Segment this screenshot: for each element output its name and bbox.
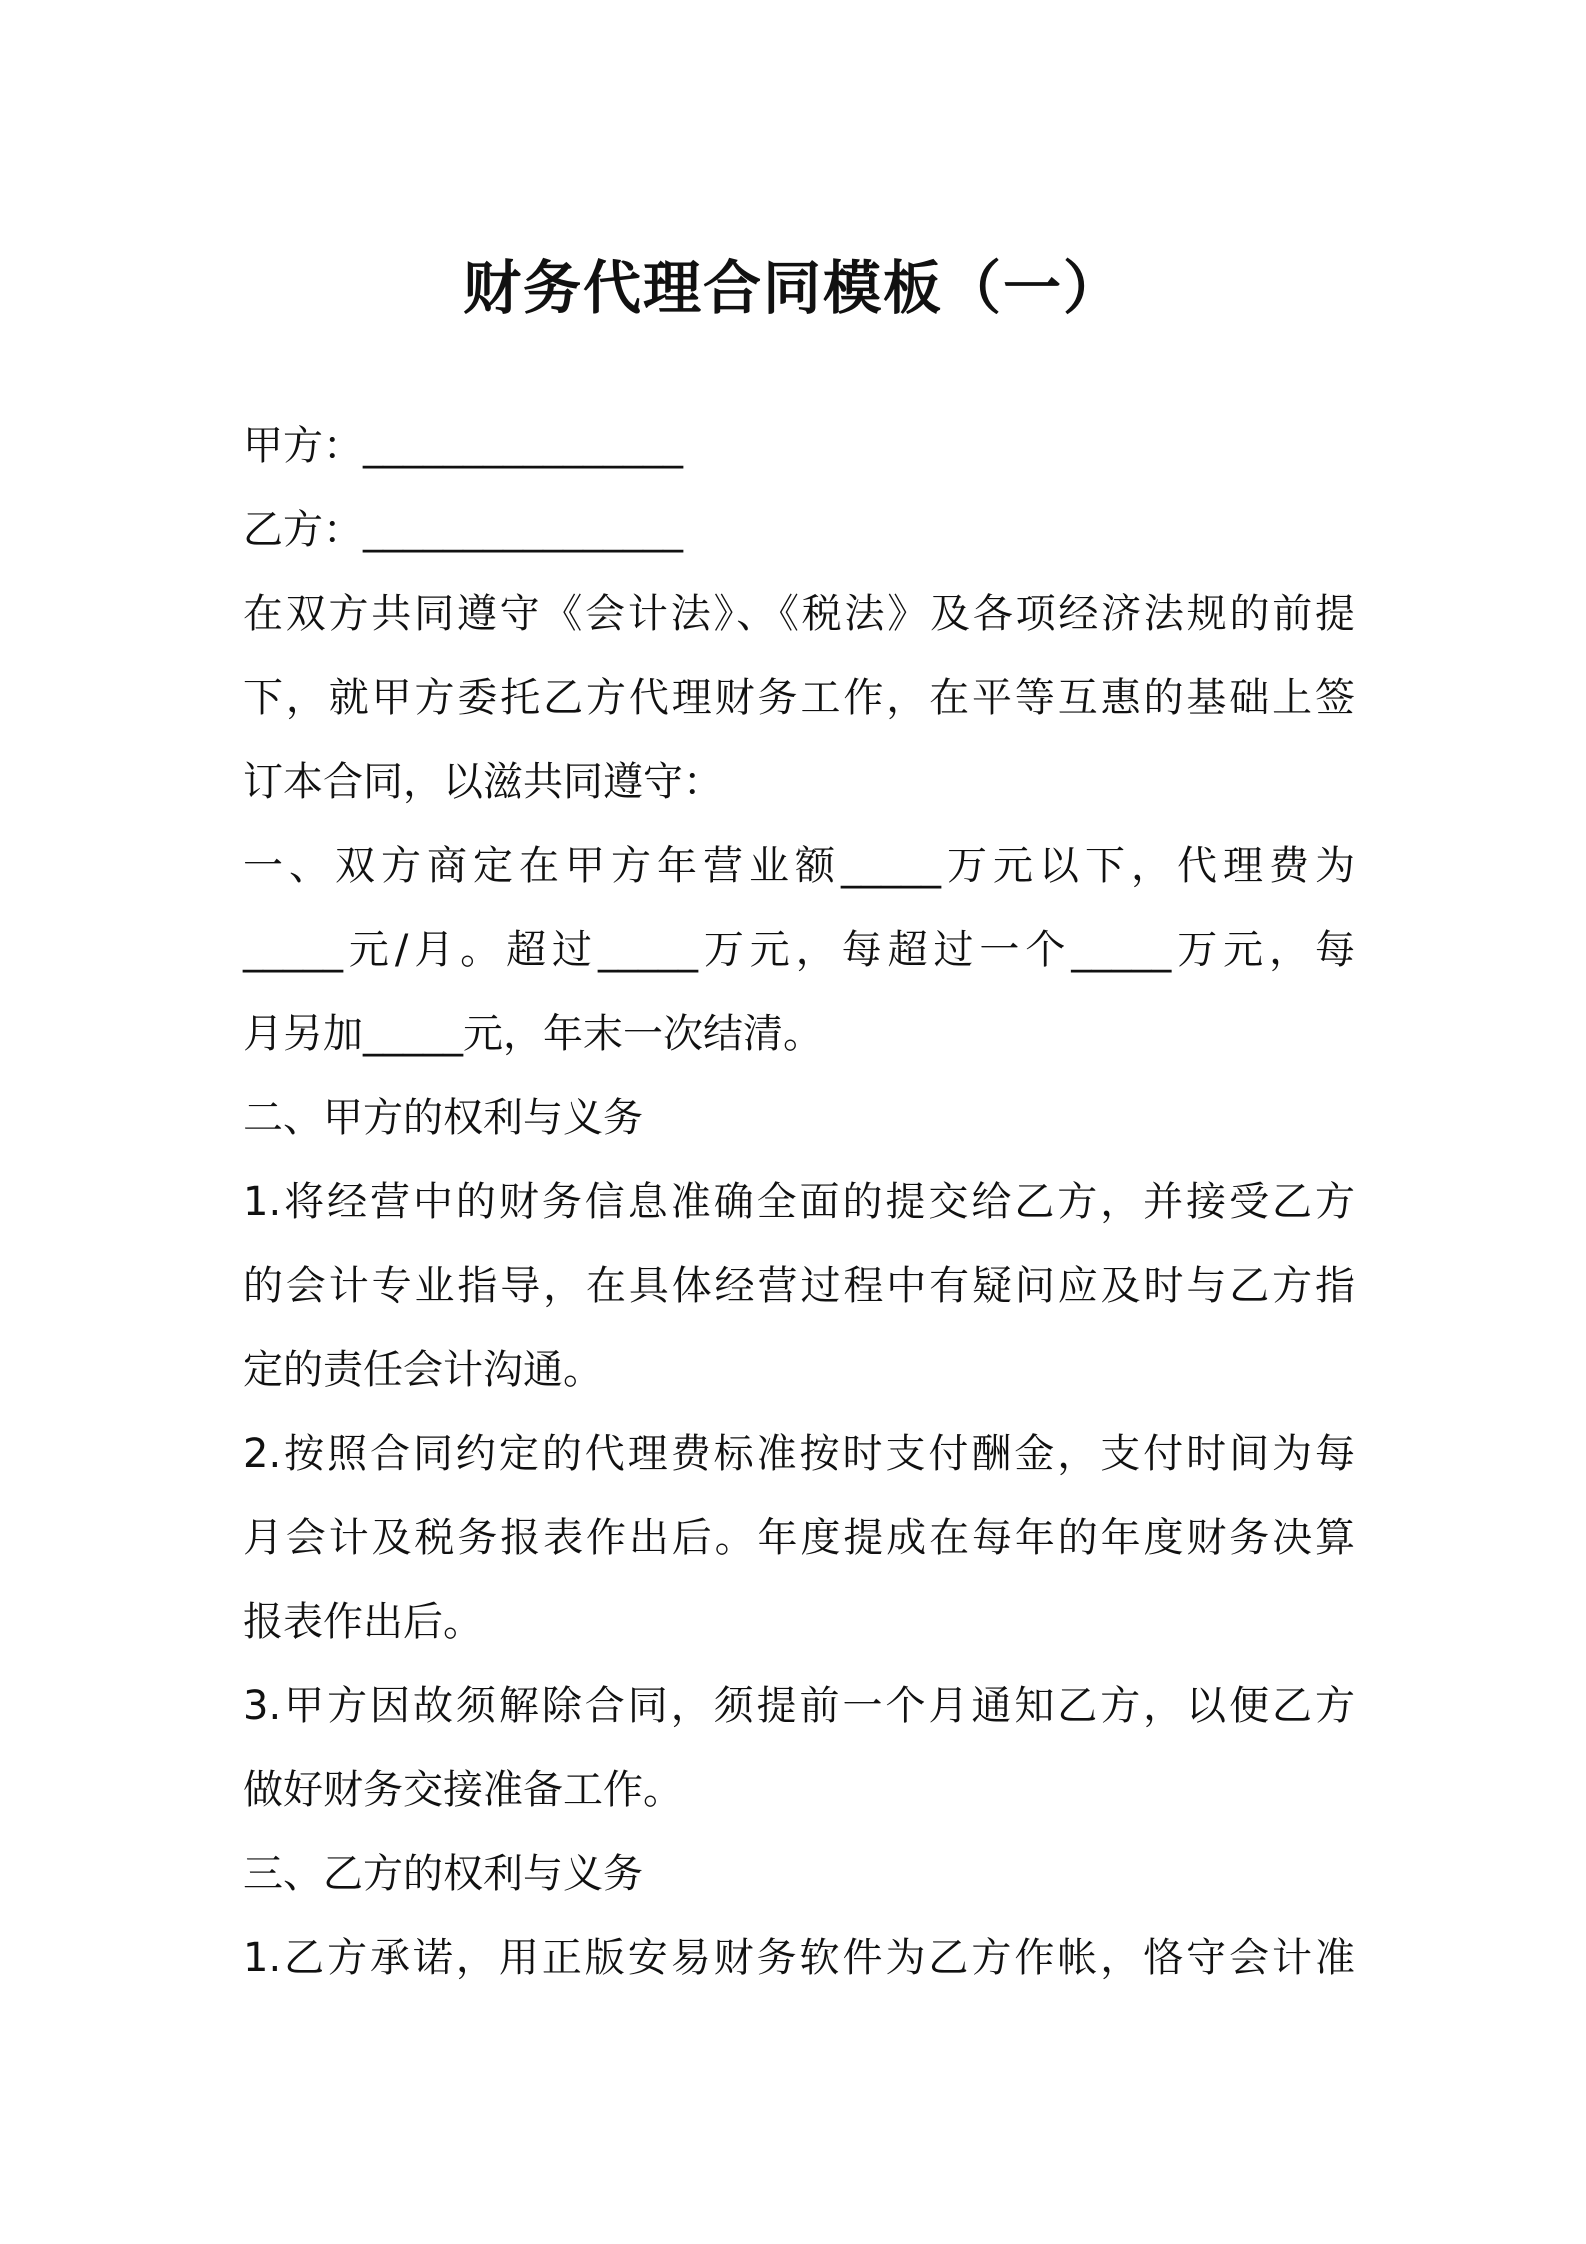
section-2-item-3-line-1: 3.甲方因故须解除合同，须提前一个月通知乙方，以便乙方	[243, 1683, 1355, 1729]
document-body	[243, 404, 1355, 2000]
preamble-line-2: 下，就甲方委托乙方代理财务工作，在平等互惠的基础上签	[243, 675, 1355, 721]
party-b-line: 乙方：________________	[243, 507, 683, 553]
section-2-item-2-line-3: 报表作出后。	[243, 1599, 483, 1645]
section-2-item-3-line-2: 做好财务交接准备工作。	[243, 1767, 683, 1813]
clause-1-line-3: 月另加_____元，年末一次结清。	[243, 1011, 823, 1057]
section-2-item-2-line-1: 2.按照合同约定的代理费标准按时支付酬金，支付时间为每	[243, 1431, 1355, 1477]
section-2-item-1-line-1: 1.将经营中的财务信息准确全面的提交给乙方，并接受乙方	[243, 1179, 1355, 1225]
section-3-heading: 三、乙方的权利与义务	[243, 1851, 643, 1897]
section-3-item-1-line-1: 1.乙方承诺，用正版安易财务软件为乙方作帐，恪守会计准	[243, 1935, 1355, 1981]
preamble-line-3: 订本合同，以滋共同遵守：	[243, 759, 723, 805]
preamble-line-1: 在双方共同遵守《会计法》、《税法》及各项经济法规的前提	[243, 591, 1355, 637]
section-2-item-2-line-2: 月会计及税务报表作出后。年度提成在每年的年度财务决算	[243, 1515, 1355, 1561]
section-2-item-1-line-2: 的会计专业指导，在具体经营过程中有疑问应及时与乙方指	[243, 1263, 1355, 1309]
section-2-heading: 二、甲方的权利与义务	[243, 1095, 643, 1141]
clause-1-line-1: 一、双方商定在甲方年营业额_____万元以下，代理费为	[243, 843, 1355, 889]
document-title: 财务代理合同模板（一）	[462, 254, 1123, 322]
party-a-line: 甲方：________________	[243, 423, 683, 469]
clause-1-line-2: _____元/月。超过_____万元，每超过一个_____万元，每	[243, 927, 1355, 973]
section-2-item-1-line-3: 定的责任会计沟通。	[243, 1347, 603, 1393]
